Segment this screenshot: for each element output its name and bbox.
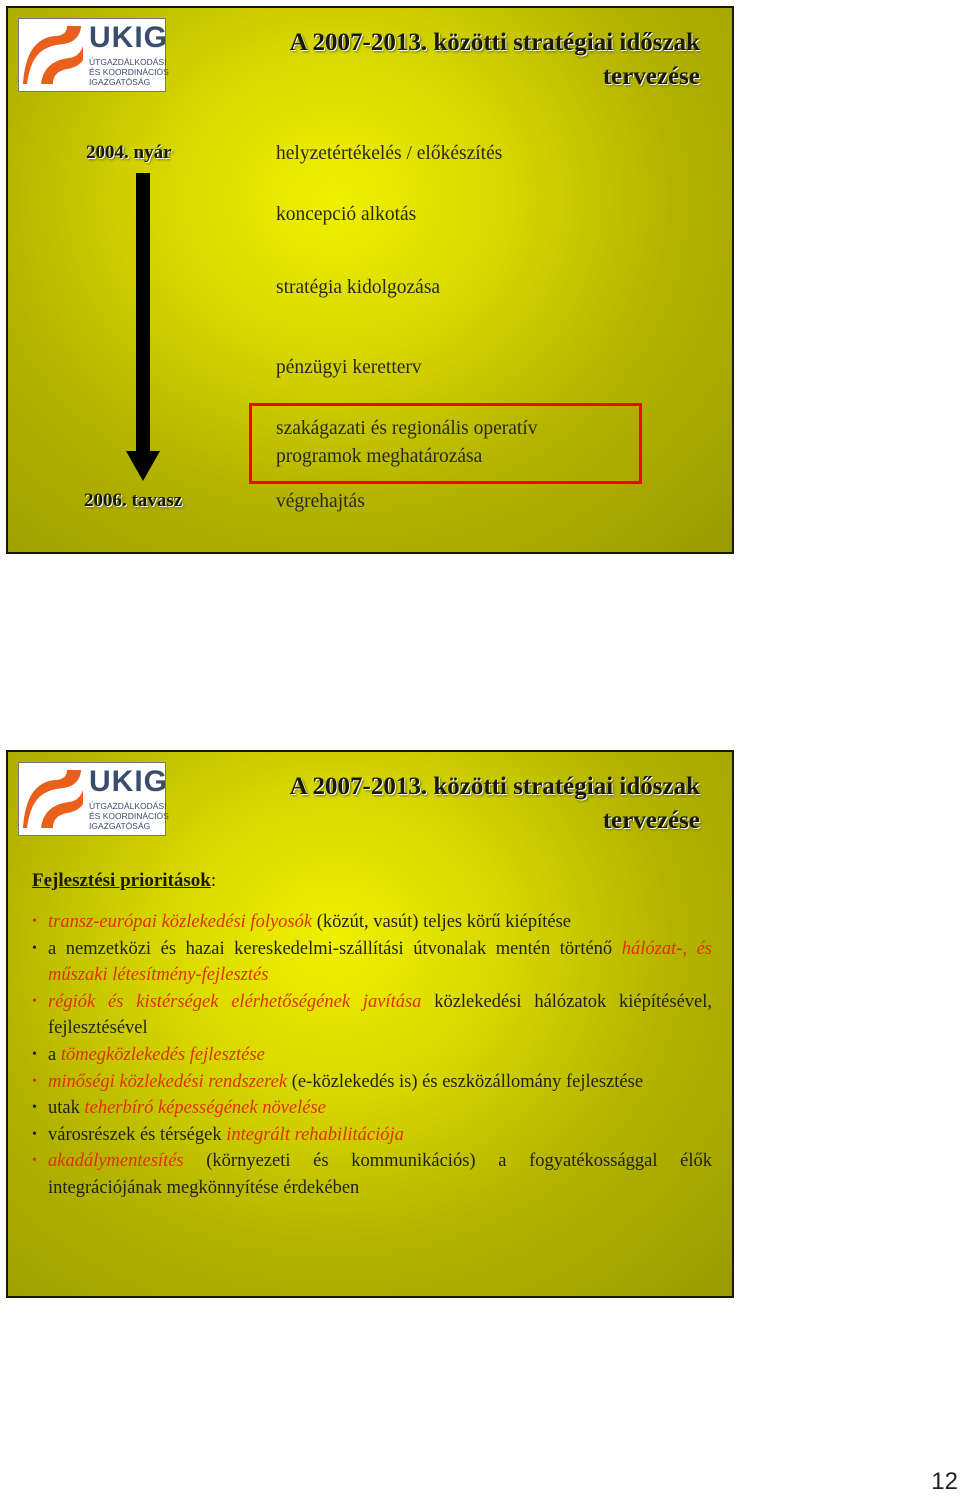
date-start: 2004. nyár [86,142,172,163]
list-item: • a tömegközlekedés fejlesztése [32,1042,712,1069]
step-concept: koncepció alkotás [276,204,417,225]
title-line-1: A 2007-2013. közötti stratégiai időszak [289,29,700,56]
bullet-icon: • [32,993,37,1009]
timeline-arrow-head-icon [126,451,160,481]
title-line-2: tervezése [602,807,700,834]
step-operative-programs-line2: programok meghatározása [276,446,483,467]
priorities-heading: Fejlesztési prioritások: [32,870,217,891]
step-financial-plan: pénzügyi keretterv [276,357,422,378]
ukig-logo [18,762,169,836]
list-item: • akadálymentesítés (környezeti és kommunikációs) a fogyatékossággal élők integrációjának megkönnyítése érdekében [32,1148,712,1201]
bullet-icon: • [32,940,37,956]
logo-subtitle: ÚTGAZDÁLKODÁSI ÉS KOORDINÁCIÓS IGAZGATÓSÁG [89,801,169,831]
list-item: • utak teherbíró képességének növelése [32,1095,712,1122]
road-logo-icon [23,768,85,830]
list-item: • minőségi közlekedési rendszerek (e-közlekedés is) és eszközállomány fejlesztése [32,1069,712,1096]
step-execution: végrehajtás [276,491,365,512]
date-end: 2006. tavasz [84,490,183,511]
bullet-icon: • [32,1153,37,1169]
list-item: • a nemzetközi és hazai kereskedelmi-szállítási útvonalak mentén történő hálózat-, és műszaki létesítmény-fejlesztés [32,936,712,989]
title-line-1: A 2007-2013. közötti stratégiai időszak [289,773,700,800]
bullet-icon: • [32,1126,37,1142]
bullet-icon: • [32,1046,37,1062]
slide-priorities [6,750,734,1298]
bullet-icon: • [32,914,37,929]
slide-title [158,26,700,94]
slide-title [158,770,700,838]
road-logo-icon [23,24,85,86]
bullet-icon: • [32,1100,37,1116]
list-item: • régiók és kistérségek elérhetőségének javítása közlekedési hálózatok kiépítésével, fejlesztésével [32,989,712,1042]
logo-subtitle: ÚTGAZDÁLKODÁSI ÉS KOORDINÁCIÓS IGAZGATÓSÁG [89,57,169,87]
title-line-2: tervezése [602,63,700,90]
priorities-list [32,909,712,1202]
slide-timeline [6,6,734,554]
ukig-logo [18,18,169,92]
logo-abbreviation: UKIG [89,21,168,54]
bullet-icon: • [32,1073,37,1089]
page-number: 12 [931,1468,958,1495]
step-assessment: helyzetértékelés / előkészítés [276,143,503,164]
list-item: • városrészek és térségek integrált rehabilitációja [32,1122,712,1149]
timeline-arrow-shaft [136,173,150,455]
step-strategy: stratégia kidolgozása [276,277,441,298]
logo-abbreviation: UKIG [89,765,168,798]
list-item: • transz-európai közlekedési folyosók (közút, vasút) teljes körű kiépítése [32,909,712,936]
step-operative-programs-line1: szakágazati és regionális operatív [276,418,538,439]
